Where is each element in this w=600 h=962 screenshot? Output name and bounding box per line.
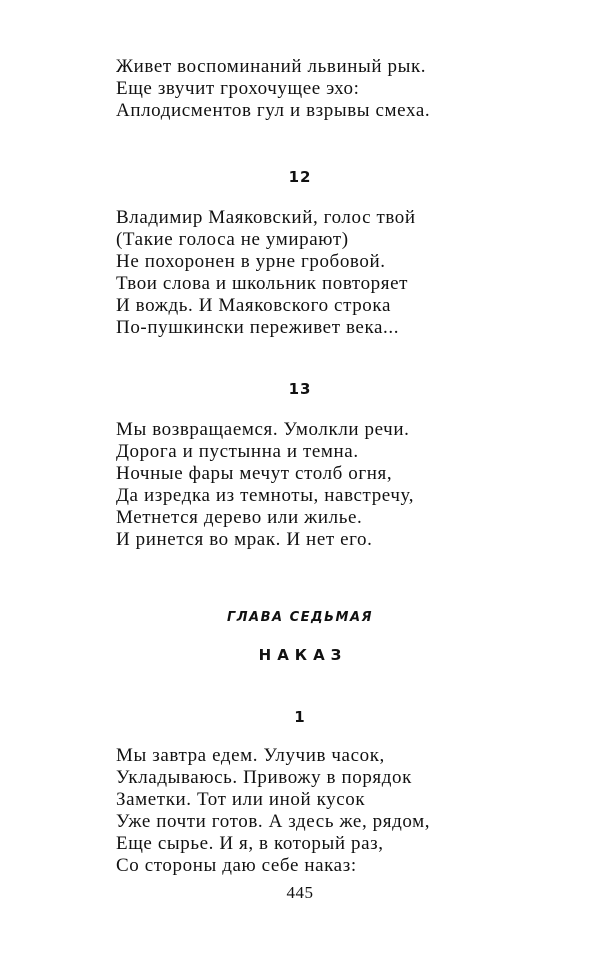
poem-line: Уже почти готов. А здесь же, рядом, [116, 811, 431, 832]
poem-line: Метнется дерево или жилье. [116, 507, 363, 528]
section-number-12: 12 [288, 168, 312, 186]
poem-line: Еще звучит грохочущее эхо: [116, 78, 360, 99]
poem-line: Заметки. Тот или иной кусок [116, 789, 366, 810]
poem-line: Да изредка из темноты, навстречу, [116, 485, 415, 506]
poem-line: По-пушкински переживет века... [116, 317, 400, 338]
poem-line: Еще сырье. И я, в который раз, [116, 833, 384, 854]
section-number-13: 13 [288, 380, 312, 398]
poem-line: Дорога и пустынна и темна. [116, 441, 359, 462]
poem-line: И ринется во мрак. И нет его. [116, 529, 373, 550]
poem-line: Мы завтра едем. Улучив часок, [116, 745, 385, 766]
poem-line: Не похоронен в урне гробовой. [116, 251, 386, 272]
chapter-label: ГЛАВА СЕДЬМАЯ [226, 610, 374, 625]
stanza-section-12 [116, 207, 516, 339]
stanza-section-13 [116, 419, 516, 551]
stanza-continuation [116, 56, 516, 122]
poem-line: Укладываюсь. Привожу в порядок [116, 767, 412, 788]
section-number-1: 1 [294, 708, 306, 726]
chapter-title: НАКАЗ [258, 646, 348, 664]
poem-line: Аплодисментов гул и взрывы смеха. [116, 100, 431, 121]
poem-line: Со стороны даю себе наказ: [116, 855, 357, 876]
poem-line: Ночные фары мечут столб огня, [116, 463, 393, 484]
poem-line: Живет воспоминаний львиный рык. [116, 56, 427, 77]
page-number: 445 [286, 883, 314, 902]
poem-line: Твои слова и школьник повторяет [116, 273, 409, 294]
poem-line: Владимир Маяковский, голос твой [116, 207, 416, 228]
poem-line: (Такие голоса не умирают) [116, 229, 349, 250]
poem-line: И вождь. И Маяковского строка [116, 295, 391, 316]
stanza-section-1 [116, 745, 516, 877]
poem-line: Мы возвращаемся. Умолкли речи. [116, 419, 410, 440]
